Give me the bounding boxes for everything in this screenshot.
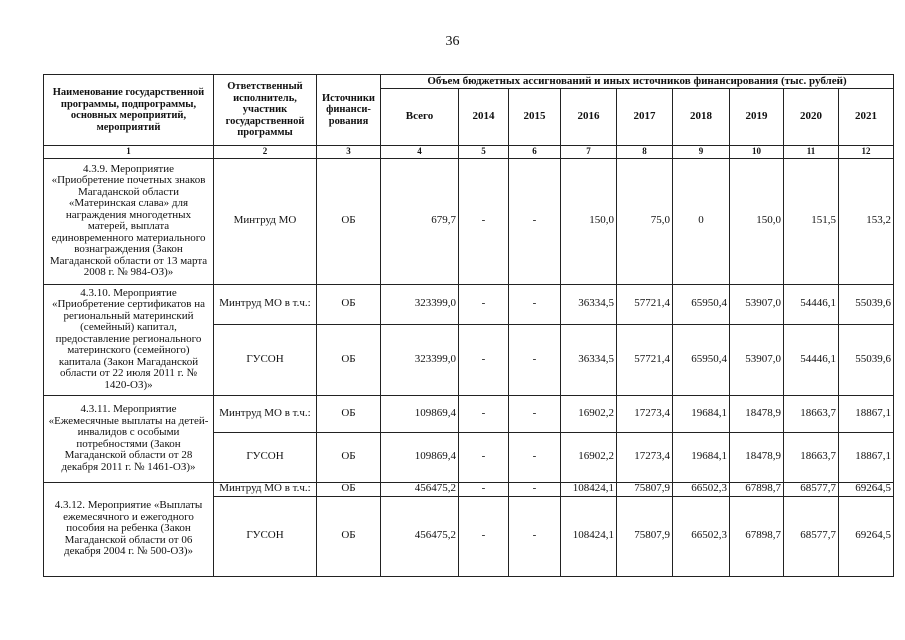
column-number: 8 <box>617 146 673 159</box>
value-cell: 0 <box>673 158 730 284</box>
source-cell: ОБ <box>317 284 381 324</box>
value-cell: 16902,2 <box>561 395 617 432</box>
source-cell: ОБ <box>317 496 381 576</box>
value-cell: - <box>509 324 561 395</box>
value-cell: 66502,3 <box>673 482 730 496</box>
header-total: Всего <box>381 89 459 146</box>
value-cell: 65950,4 <box>673 324 730 395</box>
value-cell: 150,0 <box>730 158 784 284</box>
table-row <box>44 482 894 496</box>
total-cell: 109869,4 <box>381 432 459 482</box>
value-cell: 108424,1 <box>561 496 617 576</box>
total-cell: 323399,0 <box>381 324 459 395</box>
source-cell: ОБ <box>317 158 381 284</box>
source-cell: ОБ <box>317 395 381 432</box>
value-cell: - <box>459 496 509 576</box>
value-cell: 66502,3 <box>673 496 730 576</box>
value-cell: 19684,1 <box>673 395 730 432</box>
value-cell: 67898,7 <box>730 496 784 576</box>
header-year: 2020 <box>784 89 839 146</box>
value-cell: - <box>509 496 561 576</box>
column-number: 4 <box>381 146 459 159</box>
value-cell: - <box>459 395 509 432</box>
total-cell: 323399,0 <box>381 284 459 324</box>
budget-table <box>43 74 894 577</box>
column-number: 6 <box>509 146 561 159</box>
activity-name: 4.3.12. Мероприятие «Выплаты ежемесячного и ежегодного пособия на ребенка (Закон Магаданской области от 06 декабря 2004 г. № 500-ОЗ)» <box>44 482 214 576</box>
value-cell: 55039,6 <box>839 324 894 395</box>
column-number-row <box>44 146 894 159</box>
value-cell: 68577,7 <box>784 496 839 576</box>
header-source: Источники финанси-рования <box>317 75 381 146</box>
executor-cell: Минтруд МО в т.ч.: <box>214 482 317 496</box>
value-cell: 18478,9 <box>730 395 784 432</box>
executor-cell: ГУСОН <box>214 496 317 576</box>
column-number: 10 <box>730 146 784 159</box>
value-cell: 69264,5 <box>839 482 894 496</box>
value-cell: 17273,4 <box>617 395 673 432</box>
value-cell: 67898,7 <box>730 482 784 496</box>
activity-name: 4.3.9. Мероприятие «Приобретение почетных знаков Магаданской области «Материнская слава» для награждения многодетных матерей, выплата единовременного материального вознаграждения (Закон Магаданской области от 13 марта 2008 г. № 984-ОЗ)» <box>44 158 214 284</box>
value-cell: 18867,1 <box>839 395 894 432</box>
value-cell: - <box>509 432 561 482</box>
value-cell: - <box>459 284 509 324</box>
table-row <box>44 158 894 284</box>
value-cell: 69264,5 <box>839 496 894 576</box>
value-cell: - <box>509 158 561 284</box>
header-year: 2019 <box>730 89 784 146</box>
activity-name: 4.3.10. Мероприятие «Приобретение сертификатов на региональный материнский (семейный) капитал, предоставление регионального материнского (семейного) капитала (Закон Магаданской области от 22 июля 2011 г. № 1420-ОЗ)» <box>44 284 214 395</box>
column-number: 2 <box>214 146 317 159</box>
value-cell: 54446,1 <box>784 324 839 395</box>
value-cell: 153,2 <box>839 158 894 284</box>
header-year: 2015 <box>509 89 561 146</box>
value-cell: - <box>509 395 561 432</box>
header-executor: Ответственный исполнитель, участник государственной программы <box>214 75 317 146</box>
total-cell: 679,7 <box>381 158 459 284</box>
source-cell: ОБ <box>317 432 381 482</box>
value-cell: - <box>459 482 509 496</box>
executor-cell: ГУСОН <box>214 324 317 395</box>
source-cell: ОБ <box>317 482 381 496</box>
value-cell: 108424,1 <box>561 482 617 496</box>
column-number: 5 <box>459 146 509 159</box>
value-cell: 75807,9 <box>617 482 673 496</box>
value-cell: 57721,4 <box>617 324 673 395</box>
source-cell: ОБ <box>317 324 381 395</box>
value-cell: - <box>459 324 509 395</box>
value-cell: 57721,4 <box>617 284 673 324</box>
header-year: 2021 <box>839 89 894 146</box>
table-row <box>44 284 894 324</box>
header-year: 2014 <box>459 89 509 146</box>
header-year: 2017 <box>617 89 673 146</box>
value-cell: 18478,9 <box>730 432 784 482</box>
header-year: 2016 <box>561 89 617 146</box>
value-cell: 151,5 <box>784 158 839 284</box>
total-cell: 456475,2 <box>381 482 459 496</box>
header-name: Наименование государственной программы, подпрограммы, основных мероприятий, мероприятий <box>44 75 214 146</box>
value-cell: 75,0 <box>617 158 673 284</box>
value-cell: 68577,7 <box>784 482 839 496</box>
activity-name: 4.3.11. Мероприятие «Ежемесячные выплаты на детей-инвалидов с особыми потребностями (Закон Магаданской области от 28 декабря 2011 г. № 1461-ОЗ)» <box>44 395 214 482</box>
value-cell: 17273,4 <box>617 432 673 482</box>
column-number: 7 <box>561 146 617 159</box>
value-cell: 36334,5 <box>561 284 617 324</box>
column-number: 9 <box>673 146 730 159</box>
value-cell: 54446,1 <box>784 284 839 324</box>
column-number: 11 <box>784 146 839 159</box>
value-cell: 53907,0 <box>730 284 784 324</box>
header-year: 2018 <box>673 89 730 146</box>
value-cell: 150,0 <box>561 158 617 284</box>
table-row <box>44 395 894 432</box>
executor-cell: Минтруд МО <box>214 158 317 284</box>
page-number: 36 <box>445 34 460 49</box>
value-cell: 18867,1 <box>839 432 894 482</box>
value-cell: 18663,7 <box>784 395 839 432</box>
total-cell: 109869,4 <box>381 395 459 432</box>
executor-cell: Минтруд МО в т.ч.: <box>214 395 317 432</box>
value-cell: - <box>509 284 561 324</box>
total-cell: 456475,2 <box>381 496 459 576</box>
executor-cell: ГУСОН <box>214 432 317 482</box>
value-cell: 53907,0 <box>730 324 784 395</box>
column-number: 1 <box>44 146 214 159</box>
column-number: 3 <box>317 146 381 159</box>
value-cell: - <box>459 432 509 482</box>
value-cell: 65950,4 <box>673 284 730 324</box>
header-funding-group: Объем бюджетных ассигнований и иных источников финансирования (тыс. рублей) <box>381 75 894 89</box>
value-cell: 18663,7 <box>784 432 839 482</box>
value-cell: 75807,9 <box>617 496 673 576</box>
value-cell: - <box>459 158 509 284</box>
value-cell: 16902,2 <box>561 432 617 482</box>
value-cell: 55039,6 <box>839 284 894 324</box>
value-cell: 19684,1 <box>673 432 730 482</box>
value-cell: 36334,5 <box>561 324 617 395</box>
column-number: 12 <box>839 146 894 159</box>
executor-cell: Минтруд МО в т.ч.: <box>214 284 317 324</box>
value-cell: - <box>509 482 561 496</box>
